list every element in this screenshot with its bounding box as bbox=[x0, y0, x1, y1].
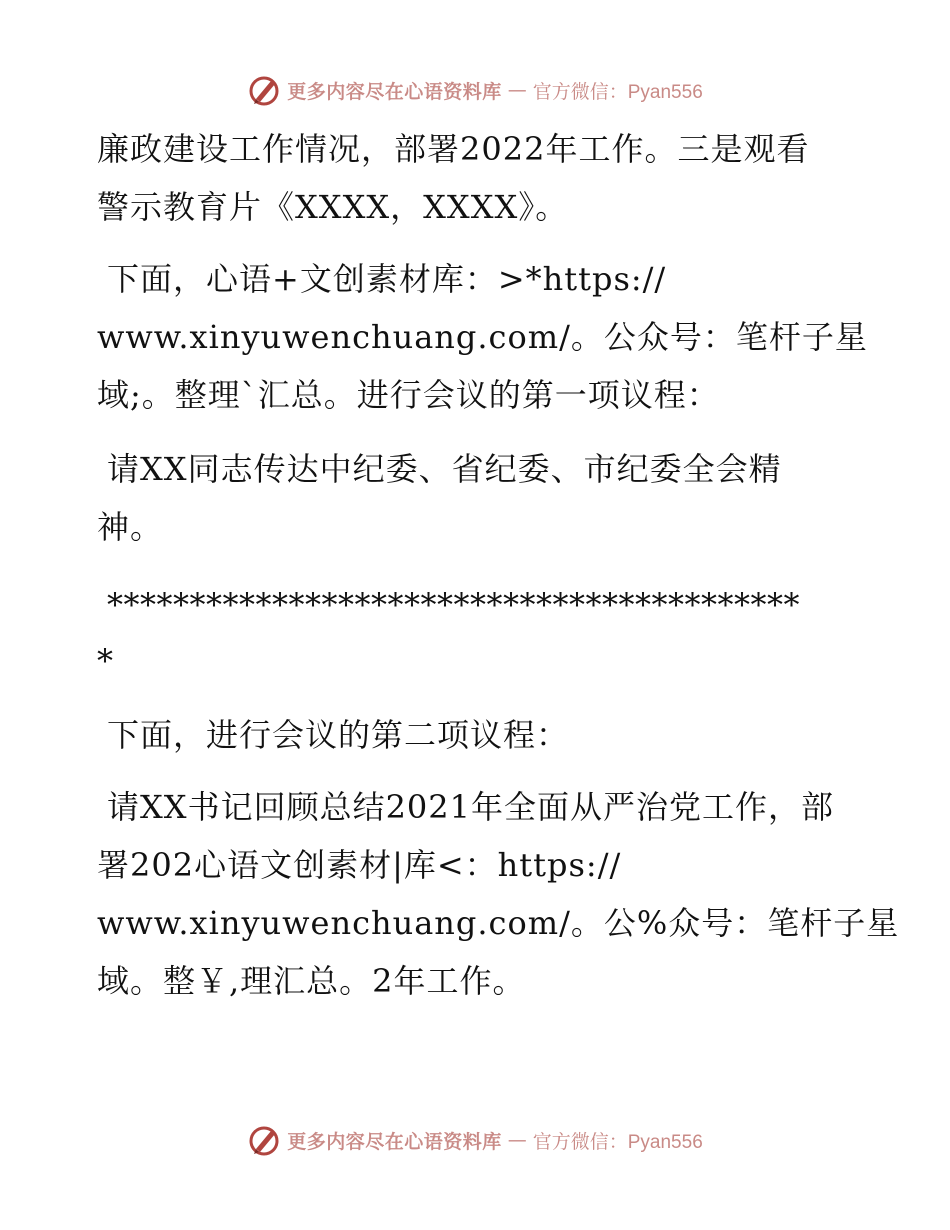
banner-contact: 官方微信：Pyan556 bbox=[532, 1131, 703, 1153]
header-watermark-inner bbox=[247, 73, 703, 107]
text-line: www.xinyuwenchuang.com/。公众号：笔杆子星 bbox=[97, 318, 868, 356]
text-line: 神。 bbox=[97, 508, 164, 546]
banner-slogan: 更多内容尽在心语资料库 bbox=[287, 1130, 502, 1153]
text-line: 请XX书记回顾总结2021年全面从严治党工作，部 bbox=[107, 788, 835, 826]
footer-watermark-inner bbox=[247, 1123, 703, 1157]
text-line: 域。整￥,理汇总。2年工作。 bbox=[97, 962, 526, 1000]
banner-separator: — bbox=[507, 1129, 527, 1151]
banner-slogan: 更多内容尽在心语资料库 bbox=[287, 80, 502, 103]
header-watermark-banner bbox=[0, 70, 950, 110]
text-line: 域;。整理`汇总。进行会议的第一项议程： bbox=[97, 376, 720, 414]
pen-logo-icon bbox=[247, 1123, 281, 1157]
pen-logo-icon bbox=[247, 73, 281, 107]
text-line: 警示教育片《XXXX，XXXX》。 bbox=[97, 188, 569, 226]
text-line: 请XX同志传达中纪委、省纪委、市纪委全会精 bbox=[107, 450, 782, 488]
footer-watermark-banner bbox=[0, 1120, 950, 1160]
text-line: 下面，心语+文创素材库：>*https:// bbox=[107, 260, 667, 298]
text-line: 下面，进行会议的第二项议程： bbox=[107, 716, 570, 754]
text-line: 署202心语文创素材|库<：https:// bbox=[97, 846, 622, 884]
banner-separator: — bbox=[507, 79, 527, 101]
separator-line: ****************************************** bbox=[107, 586, 800, 624]
separator-line: * bbox=[97, 642, 114, 680]
banner-contact: 官方微信：Pyan556 bbox=[532, 81, 703, 103]
text-line: www.xinyuwenchuang.com/。公%众号：笔杆子星 bbox=[97, 904, 900, 942]
text-line: 廉政建设工作情况，部署2022年工作。三是观看 bbox=[97, 130, 810, 168]
